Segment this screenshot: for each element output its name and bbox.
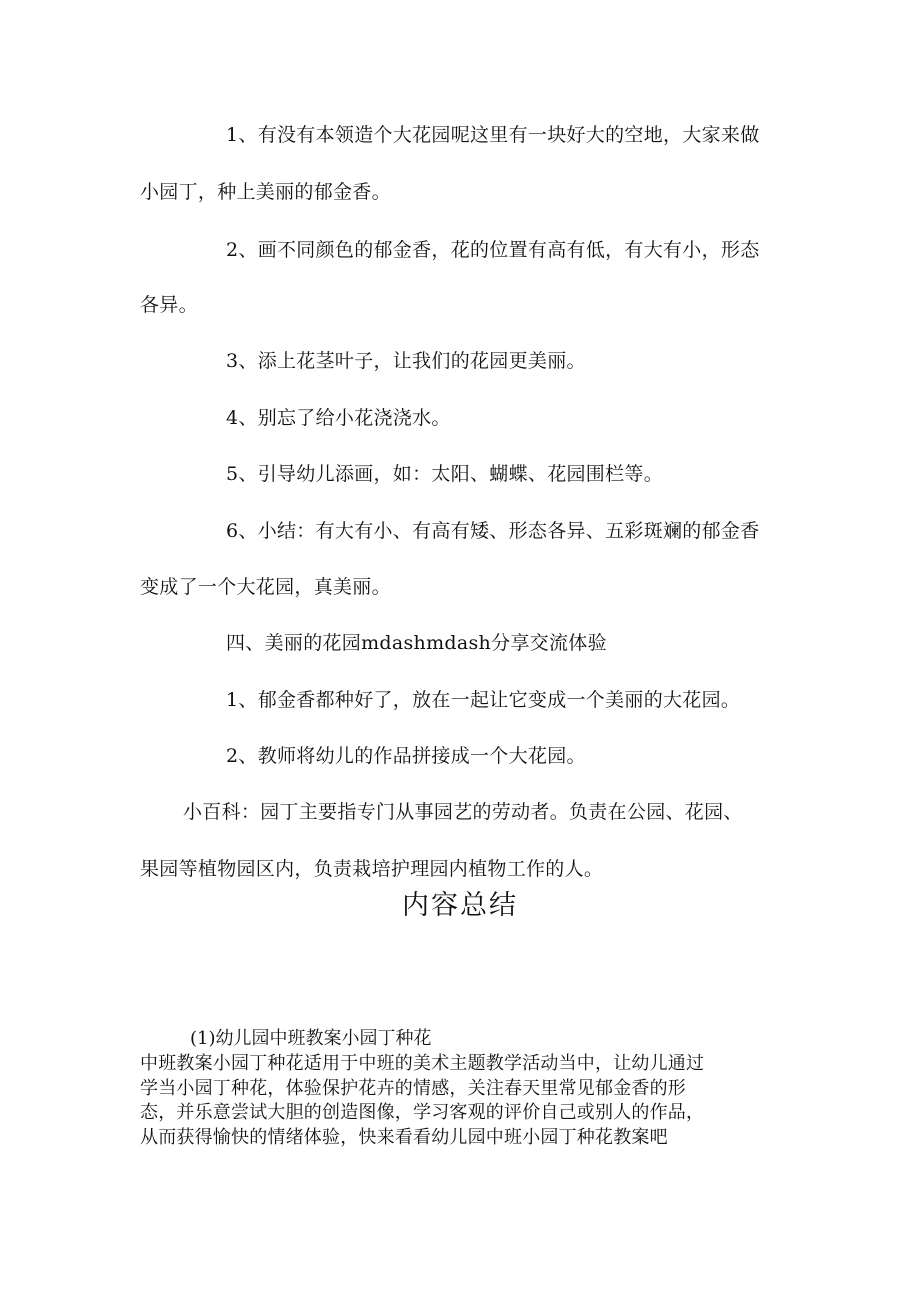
section-four-heading: 四、美丽的花园mdashmdash分享交流体验 [226,632,607,654]
step-6-line-1: 6、小结：有大有小、有高有矮、形态各异、五彩斑斓的郁金香 [226,520,760,542]
step-2-line-1: 2、画不同颜色的郁金香，花的位置有高有低，有大有小，形态 [226,239,760,261]
step-1-line-2: 小园丁，种上美丽的郁金香。 [140,181,391,203]
step-4-line: 4、别忘了给小花浇浇水。 [226,407,451,429]
step-5-line: 5、引导幼儿添画，如：太阳、蝴蝶、花园围栏等。 [226,463,663,485]
step-6-line-2: 变成了一个大花园，真美丽。 [140,576,391,598]
summary-heading: (1)幼儿园中班教案小园丁种花 [190,1028,432,1049]
summary-line-2: 学当小园丁种花，体验保护花卉的情感，关注春天里常见郁金香的形 [140,1077,686,1099]
step-2-line-2: 各异。 [140,294,198,316]
section-four-step-2: 2、教师将幼儿的作品拼接成一个大花园。 [226,745,586,767]
summary-title: 内容总结 [402,890,518,921]
step-1-line-1: 1、有没有本领造个大花园呢这里有一块好大的空地，大家来做 [226,124,760,146]
summary-line-3: 态，并乐意尝试大胆的创造图像，学习客观的评价自己或别人的作品， [140,1102,705,1123]
summary-paragraph [140,1052,704,1150]
encyclopedia-note-line-1: 小百科：园丁主要指专门从事园艺的劳动者。负责在公园、花园、 [183,801,743,823]
summary-line-1: 中班教案小园丁种花适用于中班的美术主题教学活动当中，让幼儿通过 [140,1053,705,1074]
section-four-step-1: 1、郁金香都种好了，放在一起让它变成一个美丽的大花园。 [226,689,741,711]
step-3-line: 3、添上花茎叶子，让我们的花园更美丽。 [226,350,586,372]
encyclopedia-note-line-2: 果园等植物园区内，负责栽培护理园内植物工作的人。 [140,858,604,880]
summary-line-4: 从而获得愉快的情绪体验，快来看看幼儿园中班小园丁种花教案吧 [140,1126,668,1148]
